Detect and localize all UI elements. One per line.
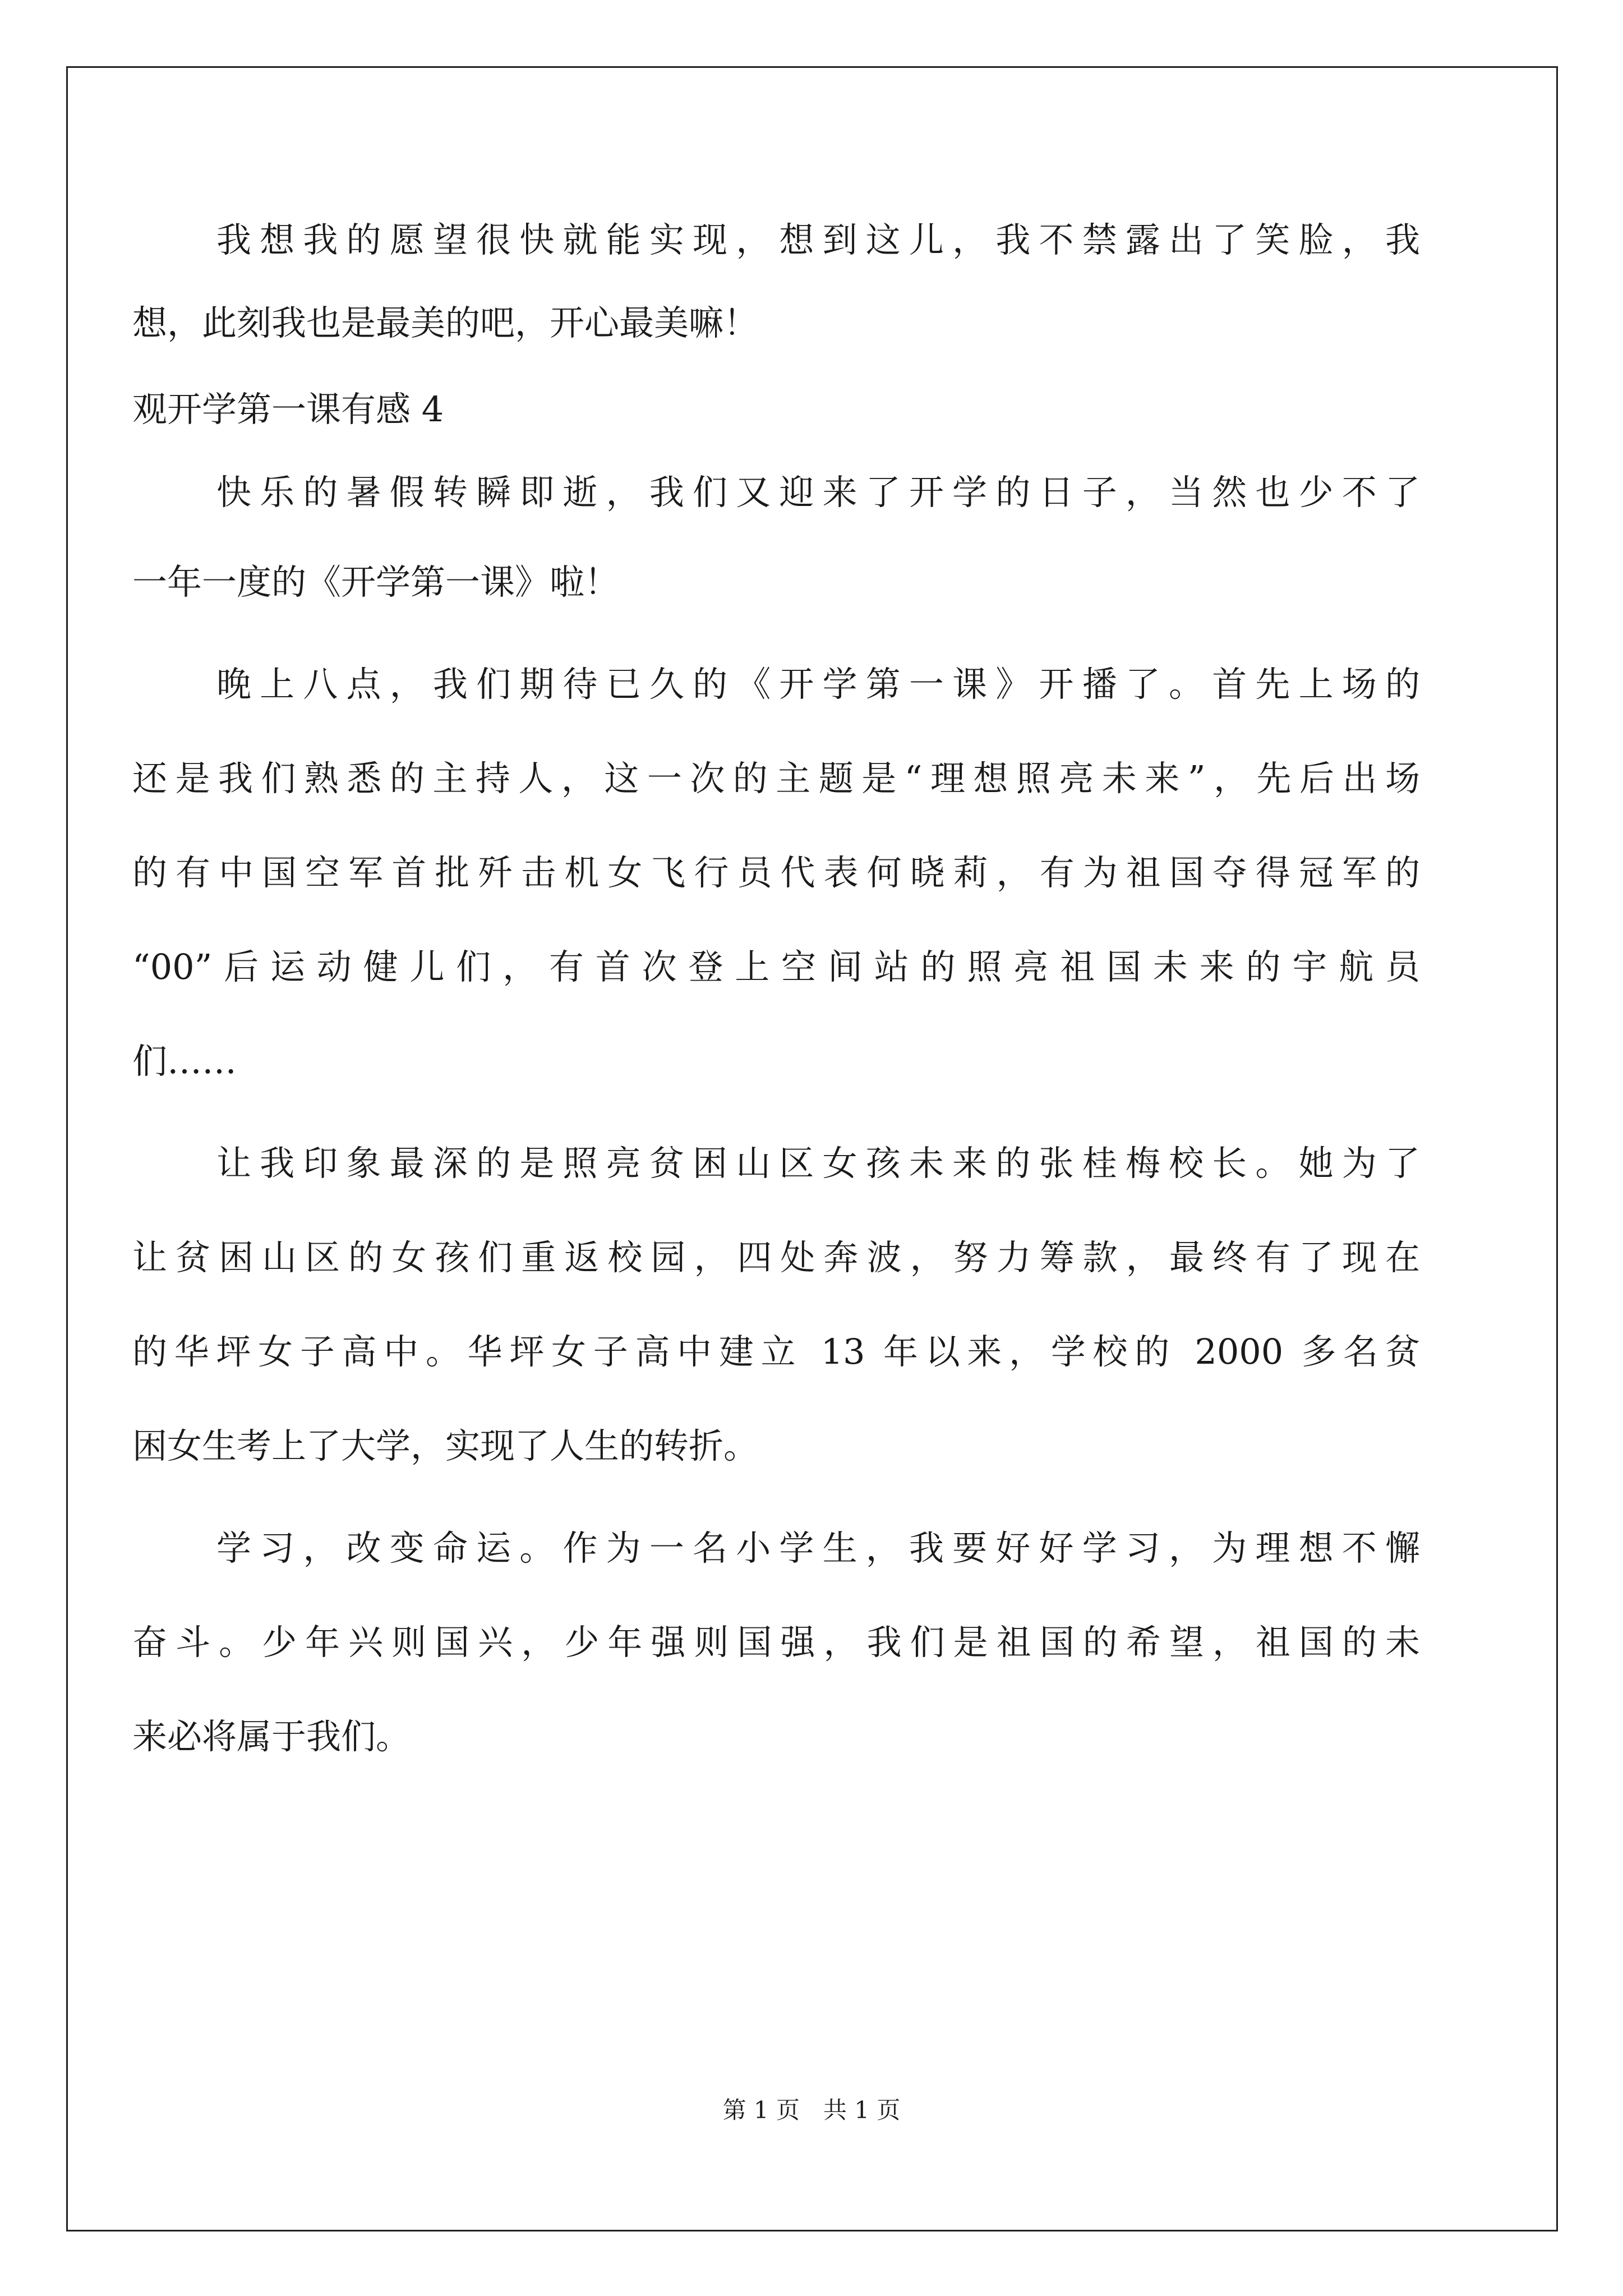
- paragraph-line: 我想我的愿望很快就能实现，想到这儿，我不禁露出了笑脸，我: [216, 219, 1420, 260]
- page-number-footer: 第 1 页 共 1 页: [722, 2096, 901, 2124]
- paragraph-line: 们……: [132, 1041, 237, 1082]
- paragraph-line: 的华坪女子高中。华坪女子高中建立 13 年以来，学校的 2000 多名贫: [132, 1331, 1420, 1372]
- paragraph-line: 学习，改变命运。作为一名小学生，我要好好学习，为理想不懈: [216, 1527, 1420, 1568]
- paragraph-line: 困女生考上了大学，实现了人生的转折。: [132, 1425, 759, 1466]
- paragraph-line: 让贫困山区的女孩们重返校园，四处奔波，努力筹款，最终有了现在: [132, 1237, 1420, 1278]
- paragraph-line: “00”后运动健儿们，有首次登上空间站的照亮祖国未来的宇航员: [132, 946, 1420, 987]
- paragraph-line: 快乐的暑假转瞬即逝，我们又迎来了开学的日子，当然也少不了: [216, 472, 1420, 513]
- paragraph-line: 想，此刻我也是最美的吧，开心最美嘛！: [132, 302, 759, 343]
- paragraph-line: 奋斗。少年兴则国兴，少年强则国强，我们是祖国的希望，祖国的未: [132, 1622, 1420, 1663]
- paragraph-line: 让我印象最深的是照亮贫困山区女孩未来的张桂梅校长。她为了: [216, 1143, 1420, 1184]
- paragraph-line: 还是我们熟悉的主持人，这一次的主题是“理想照亮未来”，先后出场: [132, 758, 1420, 799]
- paragraph-line: 晚上八点，我们期待已久的《开学第一课》开播了。首先上场的: [216, 664, 1420, 705]
- paragraph-line: 一年一度的《开学第一课》啦！: [132, 562, 620, 602]
- paragraph-line: 来必将属于我们。: [132, 1716, 411, 1757]
- section-heading: 观开学第一课有感 4: [132, 389, 444, 430]
- paragraph-line: 的有中国空军首批歼击机女飞行员代表何晓莉，有为祖国夺得冠军的: [132, 852, 1420, 893]
